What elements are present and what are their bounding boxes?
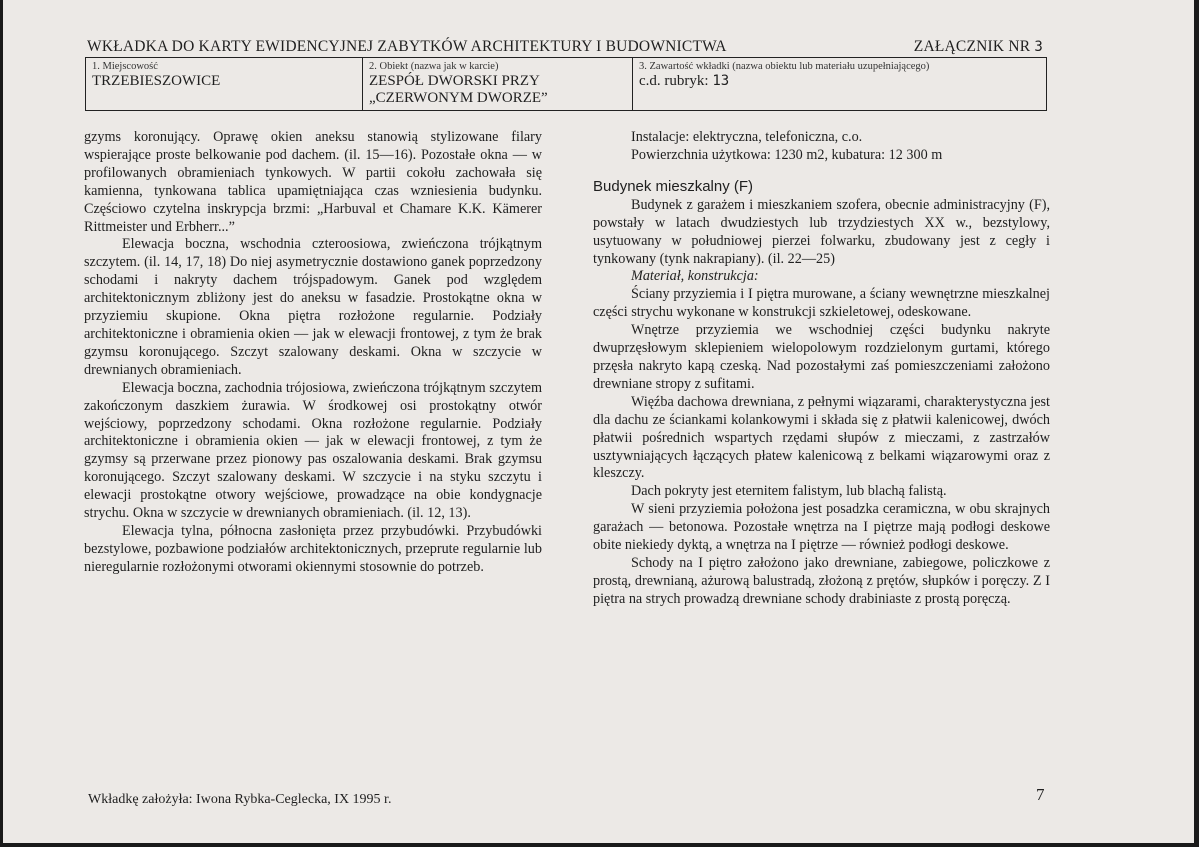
left-paragraph-3: Elewacja boczna, zachodnia trójosiowa, zwieńczona trójkątnym szczytem zakończonym daszkiem żurawia. W środkowej osi prostokątny otwór wejściowy, poprzedzony schodami. Okna rozłożone regularnie. Podziały architektoniczne i obramienia okien — jak w elewacji frontowej, z tym że gzymsy są przerwane przez pionowy pas oszalowania deskami. Brak gzymsu koronującego. Szczyt szalowany deskami. W szczycie i na styku szczytu i elewacji prostokątne otwory wejściowe, prowadzące na obie kondygnacje strychu. Okna w szczycie w drewnianych obramieniach. (il. 12, 13). bbox=[84, 379, 542, 522]
right-paragraph-6: W sieni przyziemia położona jest posadzka ceramiczna, w obu skrajnych garażach — betonowa. Pozostałe wnętrza na I piętrze mają podłogi deskowe obite niekiedy dyktą, a wnętrza na I piętrze — również podłogi deskowe. bbox=[593, 501, 1050, 554]
field-locality bbox=[86, 58, 362, 110]
field-object-label: 2. Obiekt (nazwa jak w karcie) bbox=[369, 61, 499, 72]
right-paragraph-7: Schody na I piętro założono jako drewniane, zabiegowe, policzkowe z prostą, drewnianą, ażurową balustradą, złożoną z prętów, słupków i poręczy. Z I piętra na strych prowadzą drewniane schody drabiniaste z prostą poręczą. bbox=[593, 554, 1050, 607]
field-contents-handwritten: 13 bbox=[712, 73, 730, 89]
annex-text: ZAŁĄCZNIK NR bbox=[913, 38, 1031, 55]
right-paragraph-2: Ściany przyziemia i I piętra murowane, a ściany wewnętrzne mieszkalnej części strychu wykonane w konstrukcji szkieletowej, odeskowane. bbox=[593, 286, 1050, 321]
scan-edge-right bbox=[1194, 0, 1199, 847]
field-object-value-line2: „CZERWONYM DWORZE” bbox=[369, 90, 548, 106]
right-paragraph-4: Więźba dachowa drewniana, z pełnymi wiązarami, charakterystyczna jest dla dachu ze ściankami kolankowymi i składa się z płatwii kalenicowej, dwóch płatwii pośrednich wspartych rzędami słupów z mieczami, z zastrzałów usztywniających łączących płatew kalenicową z belkami wiązarowymi oraz z kleszczy. bbox=[593, 393, 1050, 482]
installations-line: Instalacje: elektryczna, telefoniczna, c.o. bbox=[631, 129, 863, 145]
left-paragraph-2: Elewacja boczna, wschodnia czteroosiowa, zwieńczona trójkątnym szczytem. (il. 14, 17, 18) Do niej asymetrycznie dostawiono ganek poprzedzony schodami i nakryty dachem trójspadowym. Ganek pod względem architektonicznym zbliżony jest do aneksu w fasadzie. Prostokątne okna w przyziemiu skupione. Okna piętra rozłożone regularnie. Podziały architektoniczne i obramienia okien — jak w elewacji frontowej, z tym że brak gzymsu koronującego. Szczyt szalowany deskami. Okna w szczycie w drewnianych obramieniach. bbox=[84, 236, 542, 378]
scan-edge-bottom bbox=[0, 843, 1199, 847]
field-locality-value: TRZEBIESZOWICE bbox=[92, 73, 221, 89]
left-paragraph-1: gzyms koronujący. Oprawę okien aneksu stanowią stylizowane filary wspierające proste belkowanie pod dachem. (il. 15—16). Pozostałe okna — w profilowanych obramieniach tynkowych. W partii cokołu zachowała się kamienna, tynkowana tablica upamiętniająca czas wzniesienia budynku. Częściowo czytelna inskrypcja brzmi: „Harbuval et Chamare K.K. Kämerer Rittmeister und Erbherr...” bbox=[84, 129, 542, 235]
area-line: Powierzchnia użytkowa: 1230 m2, kubatura: 12 300 m bbox=[631, 146, 943, 163]
annex-label bbox=[914, 38, 1043, 56]
document-title bbox=[87, 38, 1047, 56]
field-contents-label: 3. Zawartość wkładki (nazwa obiektu lub materiału uzupełniającego) bbox=[639, 61, 930, 72]
field-contents-text: c.d. rubryk: bbox=[639, 73, 709, 89]
footer-author: Wkładkę założyła: Iwona Rybka-Ceglecka, IX 1995 r. bbox=[88, 792, 392, 807]
right-paragraph-1: Budynek z garażem i mieszkaniem szofera, obecnie administracyjny (F), powstały w latach dwudziestych lub trzydziestych XX w., bezstylowy, usytuowany w południowej pierzei folwarku, zbudowany jest z cegły i tynkowany (tynk nakrapiany). (il. 22—25) bbox=[593, 196, 1050, 267]
right-paragraph-5: Dach pokryty jest eternitem falistym, lub blachą falistą. bbox=[631, 483, 947, 500]
annex-number: 3 bbox=[1034, 39, 1043, 55]
form-header-table bbox=[85, 57, 1047, 111]
field-locality-label: 1. Miejscowość bbox=[92, 61, 158, 72]
left-column bbox=[84, 129, 542, 577]
subheading-material: Materiał, konstrukcja: bbox=[631, 268, 759, 285]
field-object bbox=[362, 58, 632, 110]
section-heading: Budynek mieszkalny (F) bbox=[593, 177, 754, 195]
page-number: 7 bbox=[1036, 785, 1045, 804]
field-contents-value bbox=[639, 73, 1040, 90]
right-paragraph-3: Wnętrze przyziemia we wschodniej części budynku nakryte dwuprzęsłowym sklepieniem wielopolowym rozdzielonym gurtami, którego przęsła nakryto kapą czeską. Nad pozostałymi zaś pomieszczeniami założono drewniane stropy z sufitami. bbox=[593, 322, 1050, 392]
document-title-text: WKŁADKA DO KARTY EWIDENCYJNEJ ZABYTKÓW ARCHITEKTURY I BUDOWNICTWA bbox=[87, 38, 727, 55]
scan-edge-left bbox=[0, 0, 3, 847]
right-column bbox=[593, 129, 1050, 609]
left-paragraph-4: Elewacja tylna, północna zasłonięta przez przybudówki. Przybudówki bezstylowe, pozbawione podziałów architektonicznych, przeprute regularnie lub nieregularnie rozłożonymi otworami okiennymi stosownie do potrzeb. bbox=[84, 522, 542, 575]
field-object-value-line1: ZESPÓŁ DWORSKI PRZY bbox=[369, 73, 540, 89]
field-contents bbox=[632, 58, 1046, 110]
